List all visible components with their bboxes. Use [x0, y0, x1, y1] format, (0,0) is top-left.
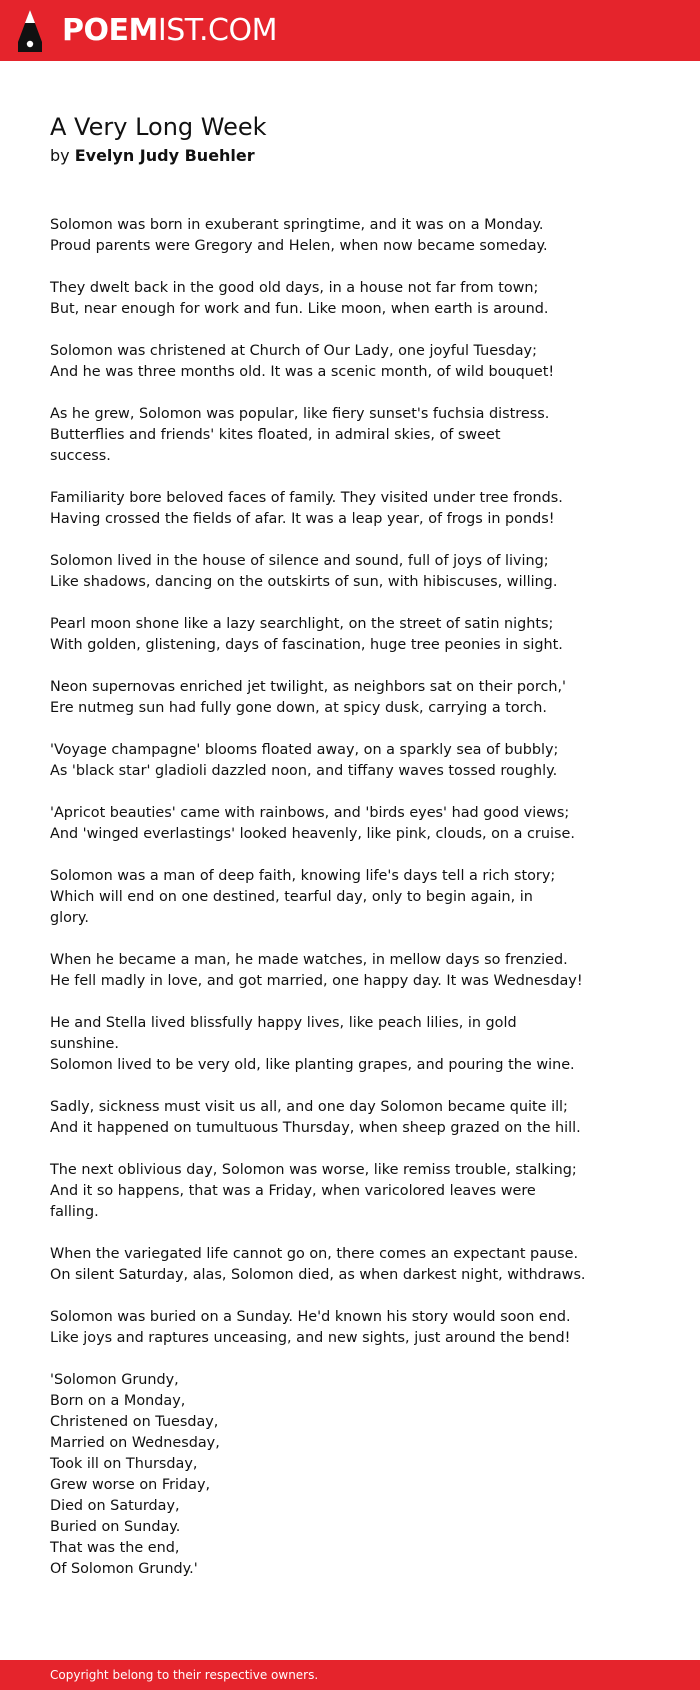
- poem-line: 'Solomon Grundy,: [50, 1372, 179, 1388]
- poem-line: He fell madly in love, and got married, one happy day. It was Wednesday!: [50, 973, 583, 989]
- poem-line: And 'winged everlastings' looked heavenly, like pink, clouds, on a cruise.: [50, 826, 575, 842]
- poem-line: With golden, glistening, days of fascination, huge tree peonies in sight.: [50, 637, 563, 653]
- poem-line: Born on a Monday,: [50, 1393, 186, 1409]
- poem-line: Solomon was a man of deep faith, knowing life's days tell a rich story;: [50, 868, 556, 884]
- poem-line: falling.: [50, 1204, 99, 1220]
- poem-stanza: [50, 1097, 650, 1139]
- poem-stanza: [50, 1307, 650, 1349]
- poem-line: Like shadows, dancing on the outskirts of sun, with hibiscuses, willing.: [50, 574, 558, 590]
- poem-line: Sadly, sickness must visit us all, and one day Solomon became quite ill;: [50, 1099, 568, 1115]
- poem-stanza: [50, 614, 650, 656]
- poem-line: Buried on Sunday.: [50, 1519, 181, 1535]
- poem-byline: [50, 145, 650, 167]
- poem-line: 'Apricot beauties' came with rainbows, and 'birds eyes' had good views;: [50, 805, 570, 821]
- copyright-notice: Copyright belong to their respective owners.: [50, 1668, 319, 1682]
- poem-line: And it happened on tumultuous Thursday, when sheep grazed on the hill.: [50, 1120, 581, 1136]
- poem-line: And it so happens, that was a Friday, when varicolored leaves were: [50, 1183, 536, 1199]
- poem-stanza: [50, 866, 650, 929]
- poem-line: Solomon was buried on a Sunday. He'd known his story would soon end.: [50, 1309, 571, 1325]
- poem-stanza: [50, 1370, 650, 1580]
- poem-line: Proud parents were Gregory and Helen, when now became someday.: [50, 238, 548, 254]
- poem-article: [50, 112, 650, 1601]
- poem-author: Evelyn Judy Buehler: [74, 146, 255, 165]
- poem-stanza: [50, 215, 650, 257]
- poem-line: Butterflies and friends' kites floated, in admiral skies, of sweet: [50, 427, 501, 443]
- poem-line: Grew worse on Friday,: [50, 1477, 211, 1493]
- poem-line: Solomon was born in exuberant springtime, and it was on a Monday.: [50, 217, 544, 233]
- poem-line: Pearl moon shone like a lazy searchlight, on the street of satin nights;: [50, 616, 554, 632]
- poem-line: When he became a man, he made watches, in mellow days so frenzied.: [50, 952, 568, 968]
- poem-line: On silent Saturday, alas, Solomon died, as when darkest night, withdraws.: [50, 1267, 586, 1283]
- poem-line: Solomon lived in the house of silence and sound, full of joys of living;: [50, 553, 549, 569]
- poem-line: Familiarity bore beloved faces of family. They visited under tree fronds.: [50, 490, 563, 506]
- poem-line: Died on Saturday,: [50, 1498, 180, 1514]
- brand-bold: POEM: [62, 13, 158, 48]
- byline-prefix: by: [50, 146, 70, 165]
- poem-line: Solomon lived to be very old, like planting grapes, and pouring the wine.: [50, 1057, 575, 1073]
- poem-title: A Very Long Week: [50, 113, 267, 141]
- site-footer: [0, 1660, 700, 1690]
- poem-line: 'Voyage champagne' blooms floated away, on a sparkly sea of bubbly;: [50, 742, 559, 758]
- poem-line: Neon supernovas enriched jet twilight, as neighbors sat on their porch,': [50, 679, 567, 695]
- poem-stanza: [50, 803, 650, 845]
- poem-line: And he was three months old. It was a scenic month, of wild bouquet!: [50, 364, 555, 380]
- site-logo-link[interactable]: [18, 10, 277, 52]
- poem-line: The next oblivious day, Solomon was worse, like remiss trouble, stalking;: [50, 1162, 577, 1178]
- poem-stanza: [50, 677, 650, 719]
- poem-line: When the variegated life cannot go on, there comes an expectant pause.: [50, 1246, 579, 1262]
- poem-stanza: [50, 1244, 650, 1286]
- poem-line: glory.: [50, 910, 89, 926]
- poem-line: That was the end,: [50, 1540, 180, 1556]
- poem-stanza: [50, 1013, 650, 1076]
- brand-light: IST.COM: [157, 13, 277, 48]
- poem-stanza: [50, 740, 650, 782]
- poem-stanza: [50, 551, 650, 593]
- poem-stanza: [50, 404, 650, 467]
- poem-line: He and Stella lived blissfully happy lives, like peach lilies, in gold: [50, 1015, 517, 1031]
- site-header: [0, 0, 700, 61]
- poem-line: Married on Wednesday,: [50, 1435, 220, 1451]
- poem-line: success.: [50, 448, 111, 464]
- poem-line: They dwelt back in the good old days, in a house not far from town;: [50, 280, 539, 296]
- poem-line: Of Solomon Grundy.': [50, 1561, 198, 1577]
- poem-line: sunshine.: [50, 1036, 119, 1052]
- poem-line: Solomon was christened at Church of Our Lady, one joyful Tuesday;: [50, 343, 537, 359]
- poem-stanza: [50, 488, 650, 530]
- pencil-logo-icon: [18, 10, 42, 52]
- poem-line: As 'black star' gladioli dazzled noon, and tiffany waves tossed roughly.: [50, 763, 558, 779]
- poem-line: Like joys and raptures unceasing, and new sights, just around the bend!: [50, 1330, 571, 1346]
- poem-stanza: [50, 278, 650, 320]
- poem-line: Which will end on one destined, tearful day, only to begin again, in: [50, 889, 533, 905]
- poem-line: As he grew, Solomon was popular, like fiery sunset's fuchsia distress.: [50, 406, 550, 422]
- poem-line: Ere nutmeg sun had fully gone down, at spicy dusk, carrying a torch.: [50, 700, 547, 716]
- poem-stanza: [50, 950, 650, 992]
- poem-body: [50, 215, 650, 1580]
- poem-line: Christened on Tuesday,: [50, 1414, 219, 1430]
- poem-stanza: [50, 1160, 650, 1223]
- poem-line: Took ill on Thursday,: [50, 1456, 198, 1472]
- poem-stanza: [50, 341, 650, 383]
- site-logo-text: [62, 13, 277, 48]
- poem-line: But, near enough for work and fun. Like moon, when earth is around.: [50, 301, 549, 317]
- poem-line: Having crossed the fields of afar. It was a leap year, of frogs in ponds!: [50, 511, 555, 527]
